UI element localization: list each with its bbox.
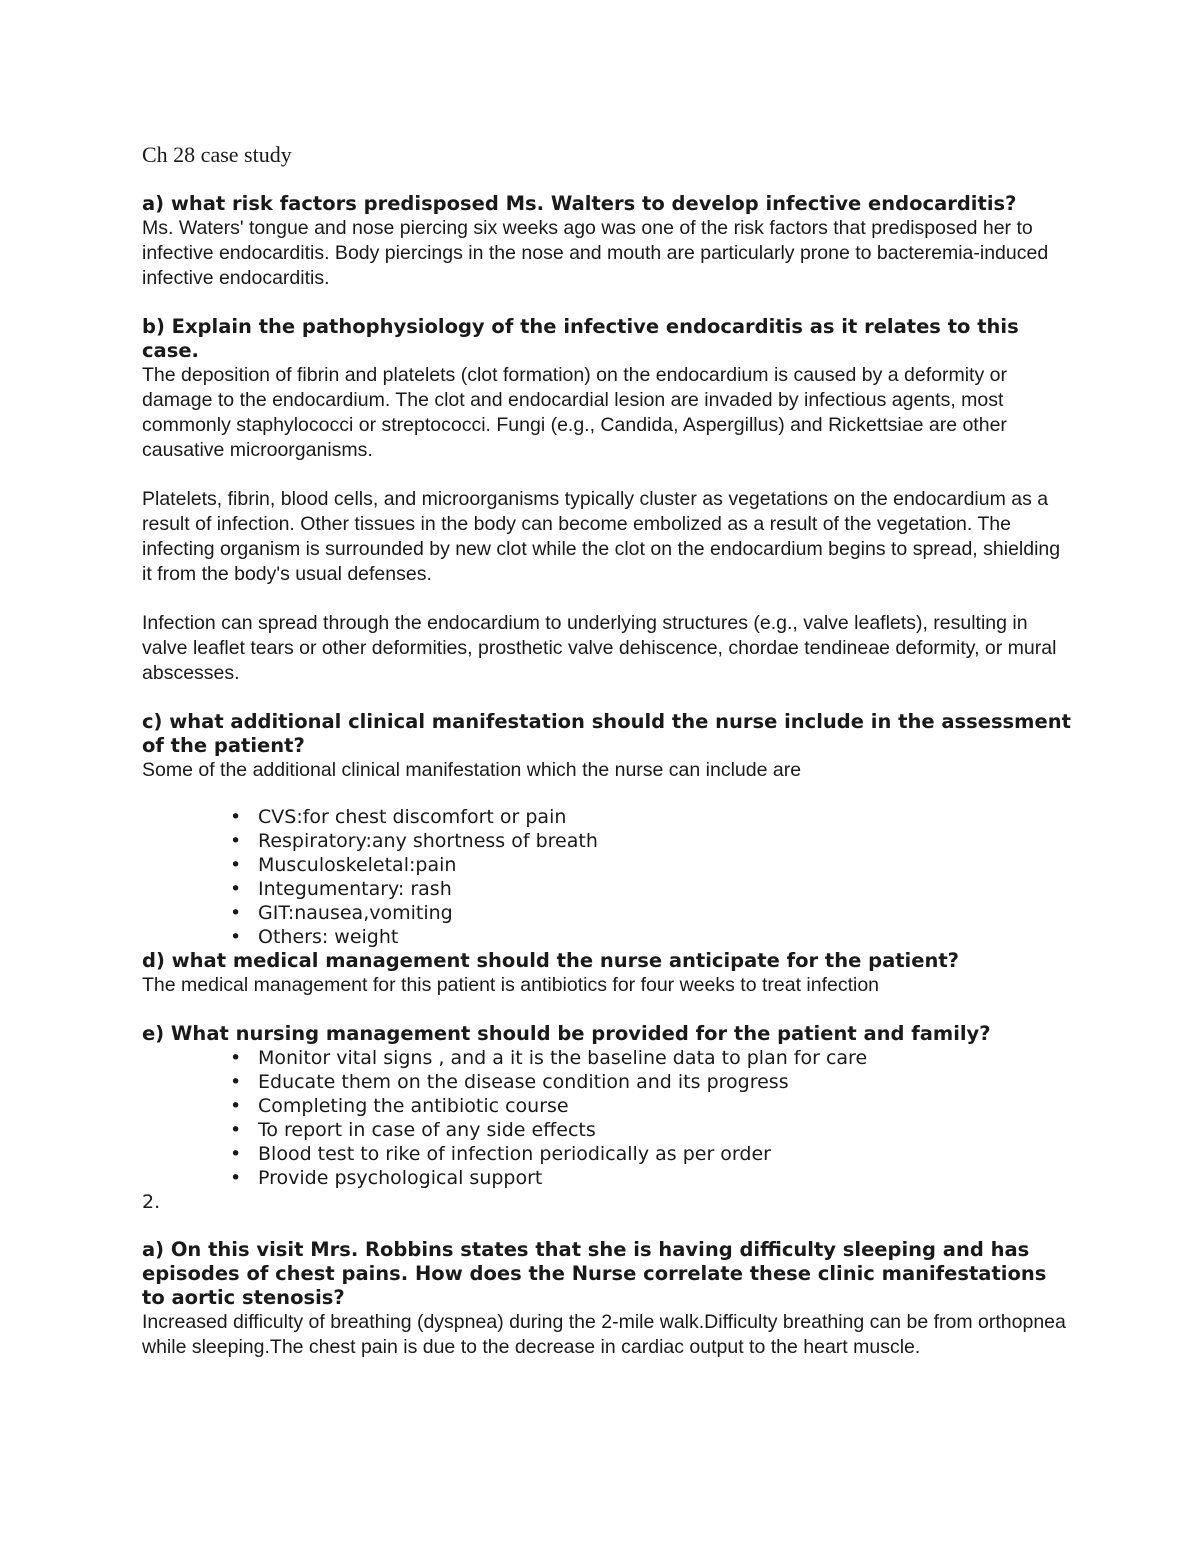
bullet-icon: •: [230, 806, 242, 828]
bullet-icon: •: [230, 878, 242, 900]
answer-c-intro: Some of the additional clinical manifestation which the nurse can include are: [142, 759, 802, 781]
question-e-heading: e) What nursing management should be provided for the patient and family?: [142, 1022, 991, 1045]
answer-b-paragraph-3: Infection can spread through the endocardium to underlying structures (e.g., valve leaflets), resulting in valve leaflet tears or other deformities, prosthetic valve dehiscence, chordae tendineae deformity, or mural abscesses.: [142, 612, 1057, 684]
list-item: [230, 1166, 1072, 1190]
list-item-text: Blood test to rike of infection periodically as per order: [258, 1143, 771, 1165]
list-item-text: Provide psychological support: [258, 1167, 543, 1189]
case-2-question-a-heading: a) On this visit Mrs. Robbins states that she is having difficulty sleeping and has episodes of chest pains. How does the Nurse correlate these clinic manifestations to aortic stenosis?: [142, 1238, 1047, 1309]
question-c-heading: c) what additional clinical manifestation should the nurse include in the assessment of the patient?: [142, 710, 1071, 757]
list-item-text: Completing the antibiotic course: [258, 1095, 569, 1117]
list-item-text: GIT:nausea,vomiting: [258, 902, 453, 924]
bullet-icon: •: [230, 1047, 242, 1069]
list-item-text: CVS:for chest discomfort or pain: [258, 806, 567, 828]
bullet-icon: •: [230, 1071, 242, 1093]
list-item: [230, 901, 1072, 925]
case-2-answer-a-text: Increased difficulty of breathing (dyspnea) during the 2-mile walk.Difficulty breathing can be from orthopnea while sleeping.The chest pain is due to the decrease in cardiac output to the heart muscle.: [142, 1311, 1066, 1358]
bullet-icon: •: [230, 830, 242, 852]
list-item: [230, 925, 1072, 949]
list-item: [230, 1094, 1072, 1118]
bullet-icon: •: [230, 1095, 242, 1117]
list-item: [230, 1118, 1072, 1142]
list-item-text: To report in case of any side effects: [258, 1119, 596, 1141]
list-item-text: Respiratory:any shortness of breath: [258, 830, 598, 852]
clinical-manifestation-list: [142, 805, 1072, 949]
list-item-text: Others: weight: [258, 926, 399, 948]
answer-b-paragraph-1: The deposition of fibrin and platelets (clot formation) on the endocardium is caused by a deformity or damage to the endocardium. The clot and endocardial lesion are invaded by infectious agents, most commonly staphylococci or streptococci. Fungi (e.g., Candida, Aspergillus) and Rickettsiae are other causative microorganisms.: [142, 364, 1007, 461]
list-item-text: Monitor vital signs , and a it is the baseline data to plan for care: [258, 1047, 868, 1069]
bullet-icon: •: [230, 1143, 242, 1165]
bullet-icon: •: [230, 1119, 242, 1141]
list-item-text: Educate them on the disease condition and its progress: [258, 1071, 789, 1093]
list-item: [230, 1142, 1072, 1166]
list-item-text: Integumentary: rash: [258, 878, 452, 900]
bullet-icon: •: [230, 854, 242, 876]
list-item: [230, 853, 1072, 877]
bullet-icon: •: [230, 926, 242, 948]
list-item: [230, 877, 1072, 901]
answer-a-text: Ms. Waters' tongue and nose piercing six weeks ago was one of the risk factors that predisposed her to infective endocarditis. Body piercings in the nose and mouth are particularly prone to bacteremia-induced infective endocarditis.: [142, 217, 1049, 289]
question-b-heading: b) Explain the pathophysiology of the infective endocarditis as it relates to this case.: [142, 315, 1019, 362]
answer-b-paragraph-2: Platelets, fibrin, blood cells, and microorganisms typically cluster as vegetations on the endocardium as a result of infection. Other tissues in the body can become embolized as a result of the vegetation. The infecting organism is surrounded by new clot while the clot on the endocardium begins to spread, shielding it from the body's usual defenses.: [142, 488, 1061, 585]
question-a-heading: a) what risk factors predisposed Ms. Walters to develop infective endocarditis?: [142, 192, 1017, 215]
case-2-number: 2.: [142, 1191, 161, 1213]
list-item-text: Musculoskeletal:pain: [258, 854, 457, 876]
list-item: [230, 1070, 1072, 1094]
bullet-icon: •: [230, 902, 242, 924]
nursing-management-list: [142, 1046, 1072, 1190]
list-item: [230, 1046, 1072, 1070]
question-d-heading: d) what medical management should the nurse anticipate for the patient?: [142, 949, 959, 972]
list-item: [230, 829, 1072, 853]
answer-d-text: The medical management for this patient is antibiotics for four weeks to treat infection: [142, 974, 880, 996]
list-item: [230, 805, 1072, 829]
document-title: Ch 28 case study: [142, 142, 292, 167]
bullet-icon: •: [230, 1167, 242, 1189]
document-page: [142, 140, 1072, 1360]
